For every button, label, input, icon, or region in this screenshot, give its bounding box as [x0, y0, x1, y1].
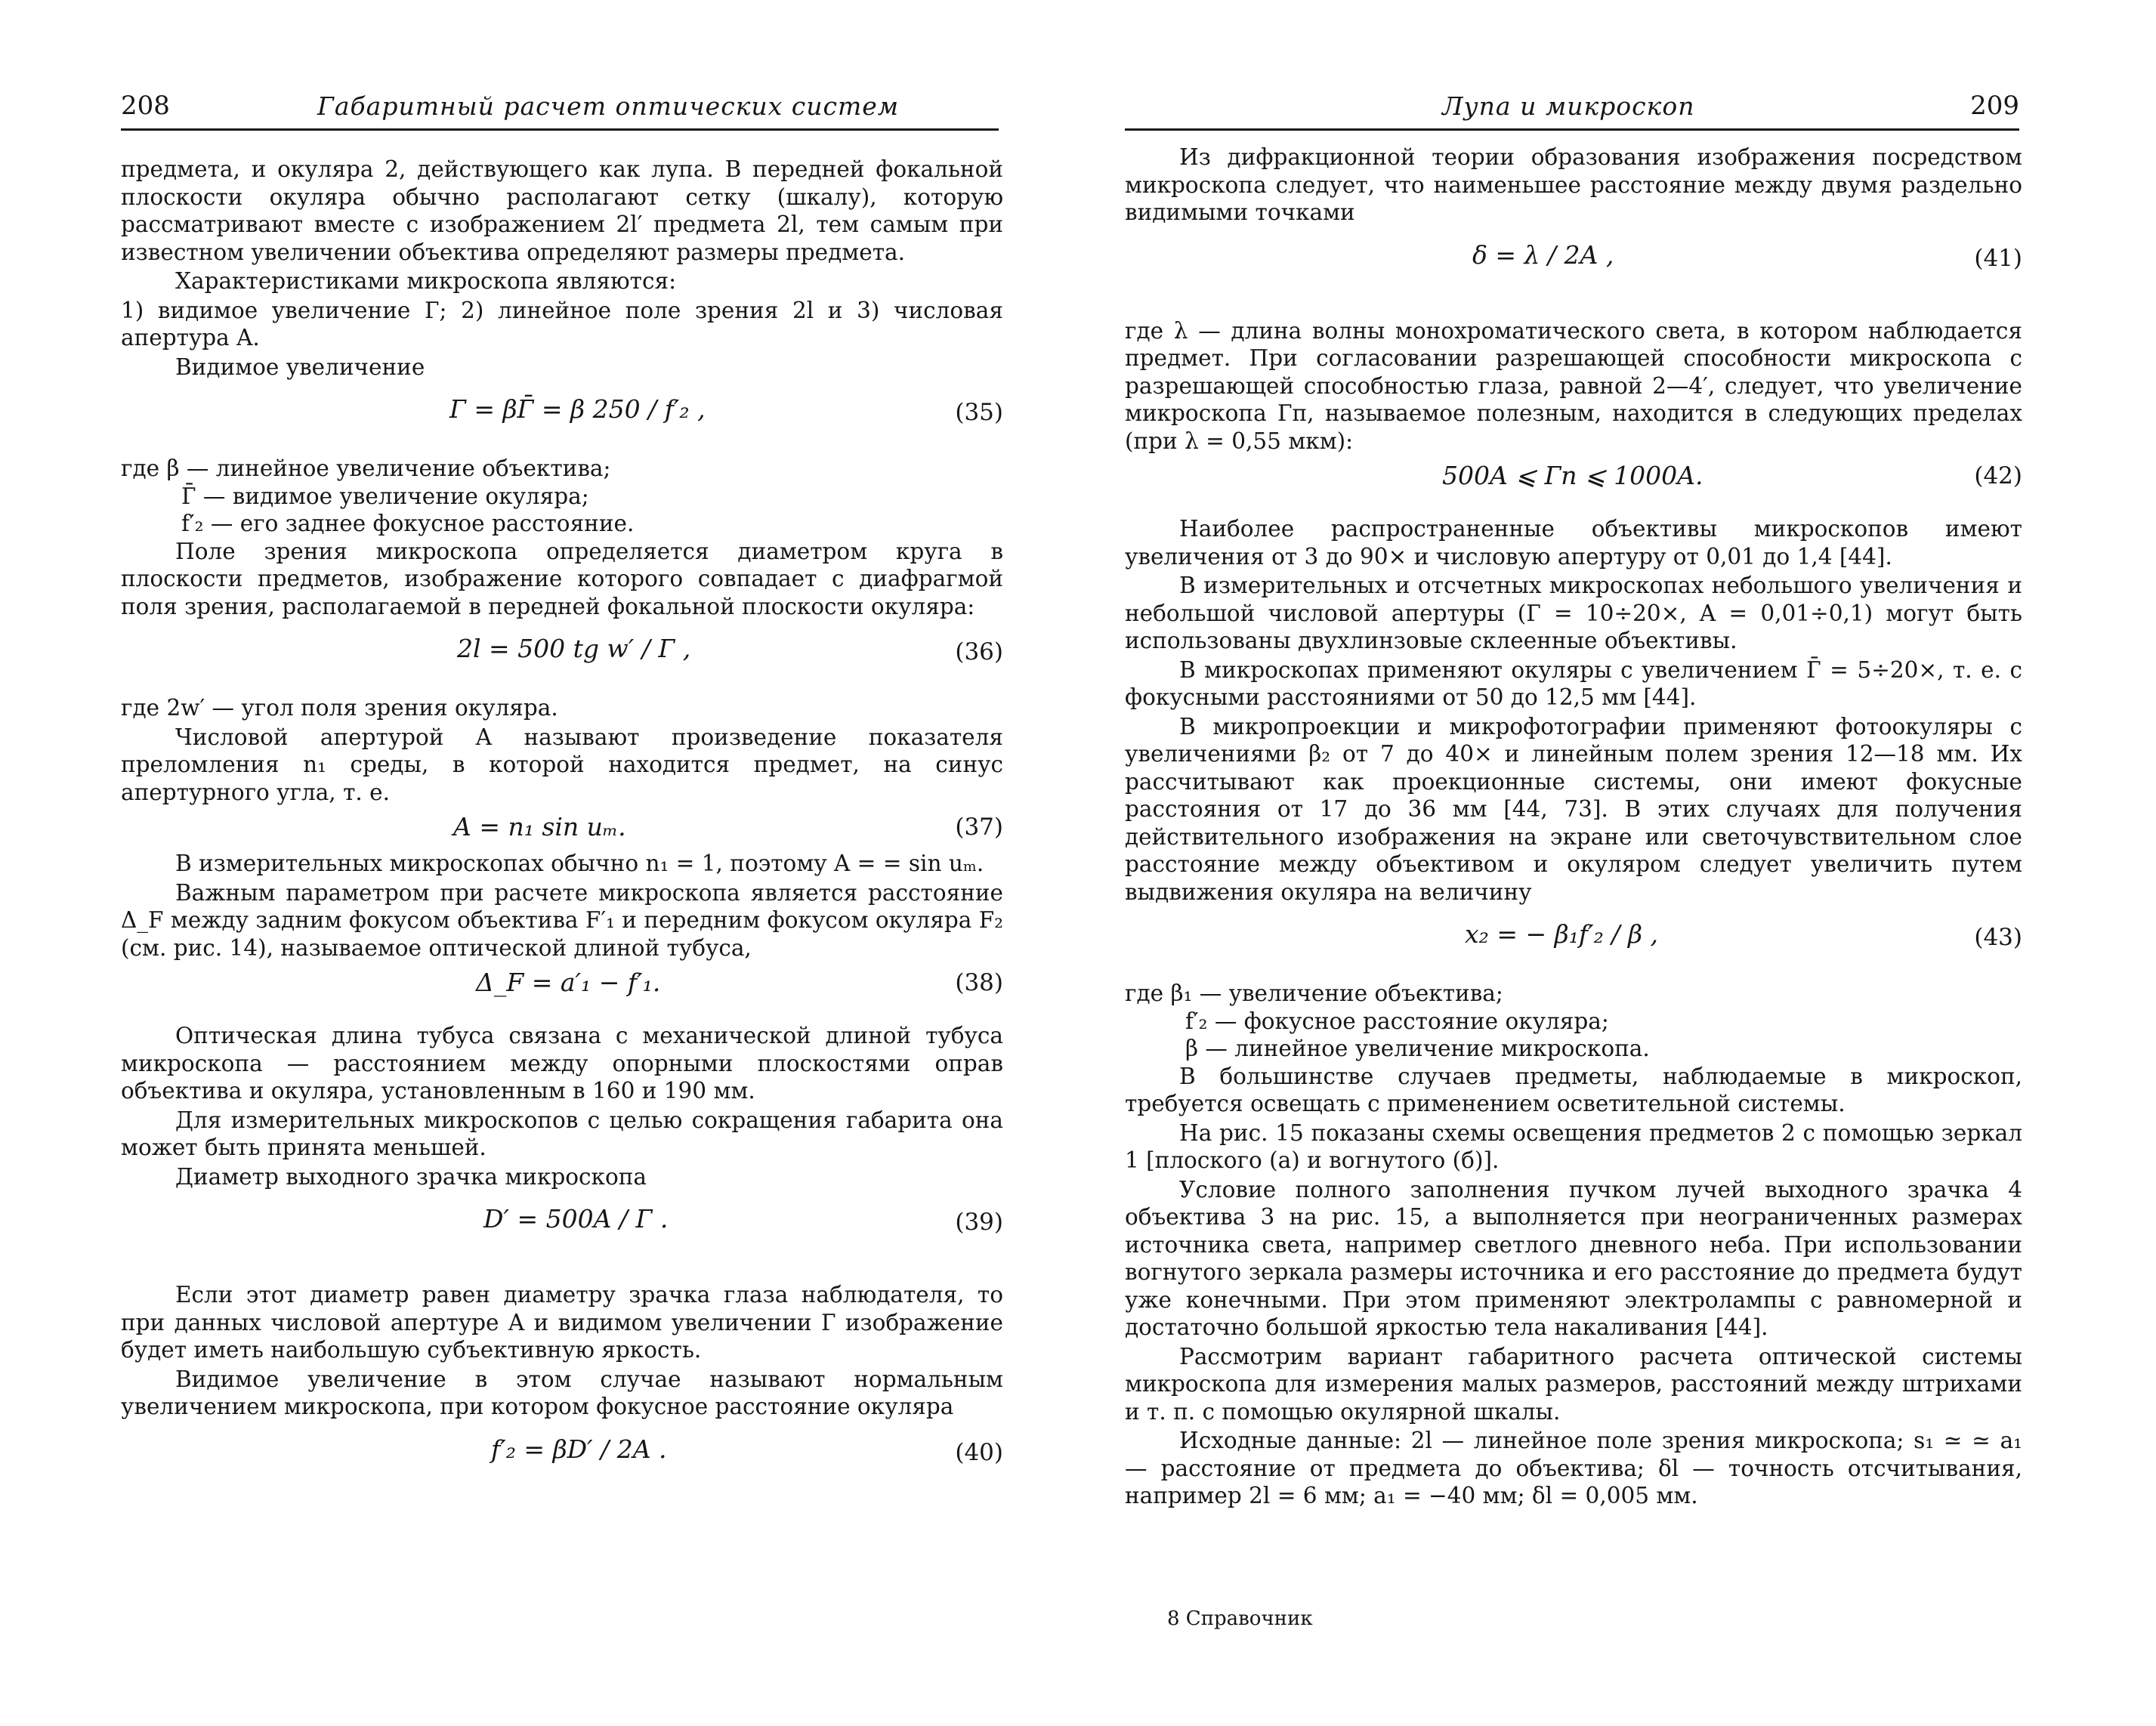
paragraph: Диаметр выходного зрачка микроскопа — [175, 1163, 647, 1190]
equation-38 — [121, 963, 1003, 1005]
equation-number: (43) — [1974, 924, 2022, 951]
paragraph: На рис. 15 показаны схемы освещения предметов 2 с помощью зеркал 1 [плоского (а) и вогнутого (б)]. — [1125, 1119, 2022, 1173]
legend-row: Г̄ — видимое увеличение окуляра; — [181, 483, 589, 509]
paragraph: Видимое увеличение в этом случае называют нормальным увеличением микроскопа, при котором фокусное расстояние окуляра — [121, 1366, 1003, 1419]
equation-number: (40) — [955, 1438, 1003, 1466]
paragraph: где 2w′ — угол поля зрения окуляра. — [121, 695, 558, 721]
paragraph: Для измерительных микроскопов с целью сокращения габарита она может быть принята меньшей. — [121, 1107, 1003, 1160]
equation-number: (41) — [1974, 244, 2022, 272]
legend-row: β — линейное увеличение микроскопа. — [1185, 1036, 1650, 1061]
right-page-body — [1125, 144, 2022, 1511]
legend-row: f′₂ — его заднее фокусное расстояние. — [181, 511, 635, 536]
paragraph: Условие полного заполнения пучком лучей выходного зрачка 4 объектива 3 на рис. 15, а выполняется при неограниченных размерах источника света, например светлого дневного неба. При использовании вогнутого зеркала размеры источника и его расстояние до предмета будут уже конечными. При этом применяют электролампы с равномерной и достаточно большой яркостью тела накаливания [44]. — [1125, 1176, 2022, 1340]
equation-expression: 500A ⩽ Гп ⩽ 1000A. — [1442, 461, 1703, 490]
running-title: Габаритный расчет оптических систем — [317, 91, 900, 121]
equation-41 — [1125, 228, 2022, 301]
paragraph: В измерительных и отсчетных микроскопах небольшого увеличения и небольшой числовой апертуры (Г = 10÷20×, A = 0,01÷0,1) могут быть использованы двухлинзовые склеенные объективы. — [1125, 573, 2022, 653]
page-number: 209 — [1970, 91, 2019, 121]
paragraph: В большинстве случаев предметы, наблюдаемые в микроскоп, требуется освещать с применением осветительной системы. — [1125, 1063, 2022, 1116]
paragraph: Важным параметром при расчете микроскопа является расстояние Δ_F между задним фокусом объектива F′₁ и передним фокусом окуляра F₂ (см. рис. 14), называемое оптической длиной тубуса, — [121, 879, 1003, 961]
equation-expression: A = n₁ sin uₘ. — [453, 812, 626, 841]
legend-row: где β — линейное увеличение объектива; — [121, 455, 611, 481]
paragraph: предмета, и окуляра 2, действующего как лупа. В передней фокальной плоскости окуляра обычно располагают сетку (шкалу), которую рассматривают вместе с изображением 2l′ предмета 2l, тем самым при известном увеличении объектива определяют размеры предмета. — [121, 156, 1003, 265]
equation-number: (39) — [955, 1209, 1003, 1236]
equation-expression: Г = βГ̄ = β 250 / f′₂ , — [449, 394, 706, 424]
equation-35 — [121, 382, 1003, 455]
paragraph: Исходные данные: 2l — линейное поле зрения микроскопа; s₁ ≃ ≃ a₁ — расстояние от предмета до объектива; δl — точность отсчитывания, например 2l = 6 мм; a₁ = −40 мм; δl = 0,005 мм. — [1125, 1428, 2022, 1508]
paragraph: Характеристиками микроскопа являются: — [175, 268, 677, 294]
paragraph: Видимое увеличение — [175, 354, 425, 380]
equation-number: (37) — [955, 814, 1003, 841]
paragraph: Поле зрения микроскопа определяется диаметром круга в плоскости предметов, изображение которого совпадает с диафрагмой поля зрения, располагаемой в передней фокальной плоскости окуляра: — [121, 538, 1003, 619]
variable-legend — [121, 455, 1003, 538]
equation-expression: Δ_F = a′₁ − f′₁. — [476, 968, 661, 997]
equation-number: (35) — [955, 399, 1003, 426]
paragraph: Оптическая длина тубуса связана с механической длиной тубуса микроскопа — расстоянием между опорными плоскостями оправ объектива и окуляра, установленным в 160 и 190 мм. — [121, 1023, 1003, 1104]
paragraph: В измерительных микроскопах обычно n₁ = 1, поэтому A = = sin uₘ. — [175, 851, 984, 876]
paragraph: Если этот диаметр равен диаметру зрачка глаза наблюдателя, то при данных числовой апертуре A и видимом увеличении Г изображение будет иметь наибольшую субъективную яркость. — [121, 1282, 1003, 1363]
equation-expression: δ = λ / 2A , — [1472, 239, 1614, 270]
equation-40 — [121, 1422, 1003, 1495]
paragraph: Рассмотрим вариант габаритного расчета оптической системы микроскопа для измерения малых размеров, расстояний между штрихами и т. п. с помощью окулярной шкалы. — [1125, 1343, 2022, 1425]
paragraph: В микроскопах применяют окуляры с увеличением Г̄ = 5÷20×, т. е. с фокусными расстояниями от 50 до 12,5 мм [44]. — [1125, 656, 2022, 710]
right-page-header — [1125, 73, 2019, 131]
paragraph: В микропроекции и микрофотографии применяют фотоокуляры с увеличениями β₂ от 7 до 40× и линейным полем зрения 12—18 мм. Их рассчитывают как проекционные системы, они имеют фокусные расстояния от 17 до 36 мм [44, 73]. В этих случаях для получения действительного изображения на экране или светочувствительном слое расстояние между объективом и окуляром следует увеличить путем выдвижения окуляра на величину — [1125, 713, 2022, 905]
equation-43 — [1125, 907, 2022, 980]
equation-42 — [1125, 456, 2022, 499]
equation-number: (36) — [955, 638, 1003, 665]
right-page — [1078, 0, 2156, 1726]
equation-expression: f′₂ = βD′ / 2A . — [491, 1434, 667, 1464]
legend-row: f′₂ — фокусное расстояние окуляра; — [1185, 1008, 1609, 1034]
equation-36 — [121, 622, 1003, 694]
equation-expression: D′ = 500A / Г . — [483, 1204, 669, 1234]
paragraph: 1) видимое увеличение Г; 2) линейное поле зрения 2l и 3) числовая апертура A. — [121, 297, 1003, 350]
equation-expression: x₂ = − β₁f′₂ / β , — [1465, 919, 1659, 949]
paragraph: где λ — длина волны монохроматического света, в котором наблюдается предмет. При согласовании разрешающей способности микроскопа с разрешающей способностью глаза, равной 2—4′, следует, что увеличение микроскопа Гп, называемое полезным, находится в следующих пределах (при λ = 0,55 мкм): — [1125, 317, 2022, 454]
equation-39 — [121, 1192, 1003, 1264]
left-page-body — [121, 156, 1003, 1495]
equation-expression: 2l = 500 tg w′ / Г , — [457, 634, 691, 663]
equation-37 — [121, 807, 1003, 850]
running-title: Лупа и микроскоп — [1442, 91, 1695, 121]
page-number: 208 — [121, 91, 170, 121]
page-footer: 8 Справочник — [1167, 1607, 1313, 1630]
left-page-header — [121, 73, 999, 131]
equation-number: (42) — [1974, 462, 2022, 489]
equation-number: (38) — [955, 969, 1003, 996]
paragraph: Из дифракционной теории образования изображения посредством микроскопа следует, что наименьшее расстояние между двумя раздельно видимыми точками — [1125, 144, 2022, 225]
variable-legend — [1125, 980, 2022, 1063]
paragraph: Числовой апертурой A называют произведение показателя преломления n₁ среды, в которой находится предмет, на синус апертурного угла, т. е. — [121, 724, 1003, 805]
legend-row: где β₁ — увеличение объектива; — [1125, 980, 1503, 1006]
paragraph: Наиболее распространенные объективы микроскопов имеют увеличения от 3 до 90× и числовую апертуру от 0,01 до 1,4 [44]. — [1125, 516, 2022, 570]
